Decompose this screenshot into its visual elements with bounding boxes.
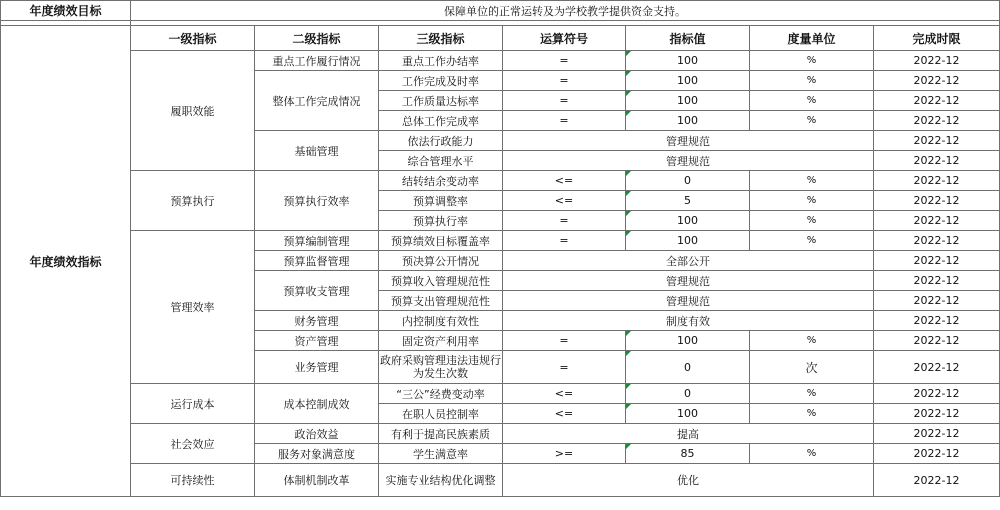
level3-cell: 预算执行率 (379, 211, 503, 231)
deadline-cell: 2022-12 (874, 251, 1000, 271)
level2-cell: 重点工作履行情况 (255, 51, 379, 71)
table-row (1, 464, 1000, 497)
operator-cell: = (503, 111, 626, 131)
level2-cell: 体制机制改革 (255, 464, 379, 497)
deadline-cell: 2022-12 (874, 464, 1000, 497)
value-cell: 100 (626, 111, 750, 131)
table-row (1, 51, 1000, 71)
level3-cell: 内控制度有效性 (379, 311, 503, 331)
operator-cell: <= (503, 191, 626, 211)
level3-cell: 在职人员控制率 (379, 404, 503, 424)
level1-cell: 可持续性 (131, 464, 255, 497)
deadline-cell: 2022-12 (874, 384, 1000, 404)
header-row (1, 26, 1000, 51)
value-cell: 0 (626, 384, 750, 404)
level2-cell: 预算监督管理 (255, 251, 379, 271)
header-unit: 度量单位 (750, 26, 874, 51)
unit-cell: % (750, 384, 874, 404)
level2-cell: 业务管理 (255, 351, 379, 384)
unit-cell: % (750, 171, 874, 191)
value-cell: 制度有效 (503, 311, 874, 331)
indicator-label: 年度绩效指标 (1, 26, 131, 497)
value-cell: 100 (626, 91, 750, 111)
deadline-cell: 2022-12 (874, 111, 1000, 131)
level1-cell: 履职效能 (131, 51, 255, 171)
deadline-cell: 2022-12 (874, 424, 1000, 444)
header-operator: 运算符号 (503, 26, 626, 51)
level3-cell: 依法行政能力 (379, 131, 503, 151)
deadline-cell: 2022-12 (874, 71, 1000, 91)
table-row (1, 424, 1000, 444)
value-cell: 优化 (503, 464, 874, 497)
deadline-cell: 2022-12 (874, 444, 1000, 464)
operator-cell: = (503, 51, 626, 71)
level3-cell: 总体工作完成率 (379, 111, 503, 131)
level3-cell: 预算调整率 (379, 191, 503, 211)
deadline-cell: 2022-12 (874, 151, 1000, 171)
level3-cell: 重点工作办结率 (379, 51, 503, 71)
level3-cell: 预算支出管理规范性 (379, 291, 503, 311)
unit-cell: % (750, 51, 874, 71)
unit-cell: % (750, 444, 874, 464)
header-deadline: 完成时限 (874, 26, 1000, 51)
value-cell: 管理规范 (503, 291, 874, 311)
level3-cell: 学生满意率 (379, 444, 503, 464)
value-cell: 管理规范 (503, 271, 874, 291)
unit-cell: 次 (750, 351, 874, 384)
deadline-cell: 2022-12 (874, 191, 1000, 211)
unit-cell: % (750, 71, 874, 91)
level2-cell: 政治效益 (255, 424, 379, 444)
level3-cell: 预算绩效目标覆盖率 (379, 231, 503, 251)
operator-cell: = (503, 231, 626, 251)
operator-cell: = (503, 211, 626, 231)
unit-cell: % (750, 191, 874, 211)
table-row (1, 231, 1000, 251)
operator-cell: = (503, 331, 626, 351)
deadline-cell: 2022-12 (874, 311, 1000, 331)
operator-cell: = (503, 91, 626, 111)
level3-cell: 综合管理水平 (379, 151, 503, 171)
unit-cell: % (750, 91, 874, 111)
level2-cell: 整体工作完成情况 (255, 71, 379, 131)
deadline-cell: 2022-12 (874, 91, 1000, 111)
level3-cell: “三公”经费变动率 (379, 384, 503, 404)
unit-cell: % (750, 331, 874, 351)
level3-cell: 固定资产利用率 (379, 331, 503, 351)
level1-cell: 预算执行 (131, 171, 255, 231)
operator-cell: >= (503, 444, 626, 464)
value-cell: 全部公开 (503, 251, 874, 271)
value-cell: 100 (626, 71, 750, 91)
value-cell: 管理规范 (503, 131, 874, 151)
level1-cell: 管理效率 (131, 231, 255, 384)
deadline-cell: 2022-12 (874, 404, 1000, 424)
level3-cell: 工作质量达标率 (379, 91, 503, 111)
value-cell: 管理规范 (503, 151, 874, 171)
level3-cell: 实施专业结构优化调整 (379, 464, 503, 497)
table-row (1, 384, 1000, 404)
deadline-cell: 2022-12 (874, 131, 1000, 151)
goal-text: 保障单位的正常运转及为学校教学提供资金支持。 (131, 1, 1000, 21)
goal-row (1, 1, 1000, 21)
value-cell: 0 (626, 351, 750, 384)
level3-cell: 预算收入管理规范性 (379, 271, 503, 291)
unit-cell: % (750, 404, 874, 424)
operator-cell: = (503, 71, 626, 91)
level3-cell: 工作完成及时率 (379, 71, 503, 91)
level3-cell: 政府采购管理违法违规行为发生次数 (379, 351, 503, 384)
operator-cell: <= (503, 171, 626, 191)
deadline-cell: 2022-12 (874, 291, 1000, 311)
level2-cell: 成本控制成效 (255, 384, 379, 424)
operator-cell: <= (503, 404, 626, 424)
level1-cell: 运行成本 (131, 384, 255, 424)
level2-cell: 基础管理 (255, 131, 379, 171)
deadline-cell: 2022-12 (874, 211, 1000, 231)
deadline-cell: 2022-12 (874, 231, 1000, 251)
header-level3: 三级指标 (379, 26, 503, 51)
deadline-cell: 2022-12 (874, 351, 1000, 384)
unit-cell: % (750, 211, 874, 231)
table-row (1, 171, 1000, 191)
header-level1: 一级指标 (131, 26, 255, 51)
deadline-cell: 2022-12 (874, 331, 1000, 351)
level2-cell: 财务管理 (255, 311, 379, 331)
unit-cell: % (750, 231, 874, 251)
level2-cell: 预算执行效率 (255, 171, 379, 231)
level2-cell: 服务对象满意度 (255, 444, 379, 464)
level1-cell: 社会效应 (131, 424, 255, 464)
goal-label: 年度绩效目标 (1, 1, 131, 21)
header-value: 指标值 (626, 26, 750, 51)
deadline-cell: 2022-12 (874, 271, 1000, 291)
level3-cell: 预决算公开情况 (379, 251, 503, 271)
level2-cell: 预算收支管理 (255, 271, 379, 311)
value-cell: 100 (626, 211, 750, 231)
value-cell: 100 (626, 404, 750, 424)
value-cell: 100 (626, 331, 750, 351)
unit-cell: % (750, 111, 874, 131)
deadline-cell: 2022-12 (874, 51, 1000, 71)
value-cell: 5 (626, 191, 750, 211)
value-cell: 100 (626, 51, 750, 71)
value-cell: 85 (626, 444, 750, 464)
level3-cell: 结转结余变动率 (379, 171, 503, 191)
operator-cell: <= (503, 384, 626, 404)
deadline-cell: 2022-12 (874, 171, 1000, 191)
level2-cell: 资产管理 (255, 331, 379, 351)
level3-cell: 有利于提高民族素质 (379, 424, 503, 444)
level2-cell: 预算编制管理 (255, 231, 379, 251)
value-cell: 提高 (503, 424, 874, 444)
operator-cell: = (503, 351, 626, 384)
value-cell: 0 (626, 171, 750, 191)
value-cell: 100 (626, 231, 750, 251)
header-level2: 二级指标 (255, 26, 379, 51)
